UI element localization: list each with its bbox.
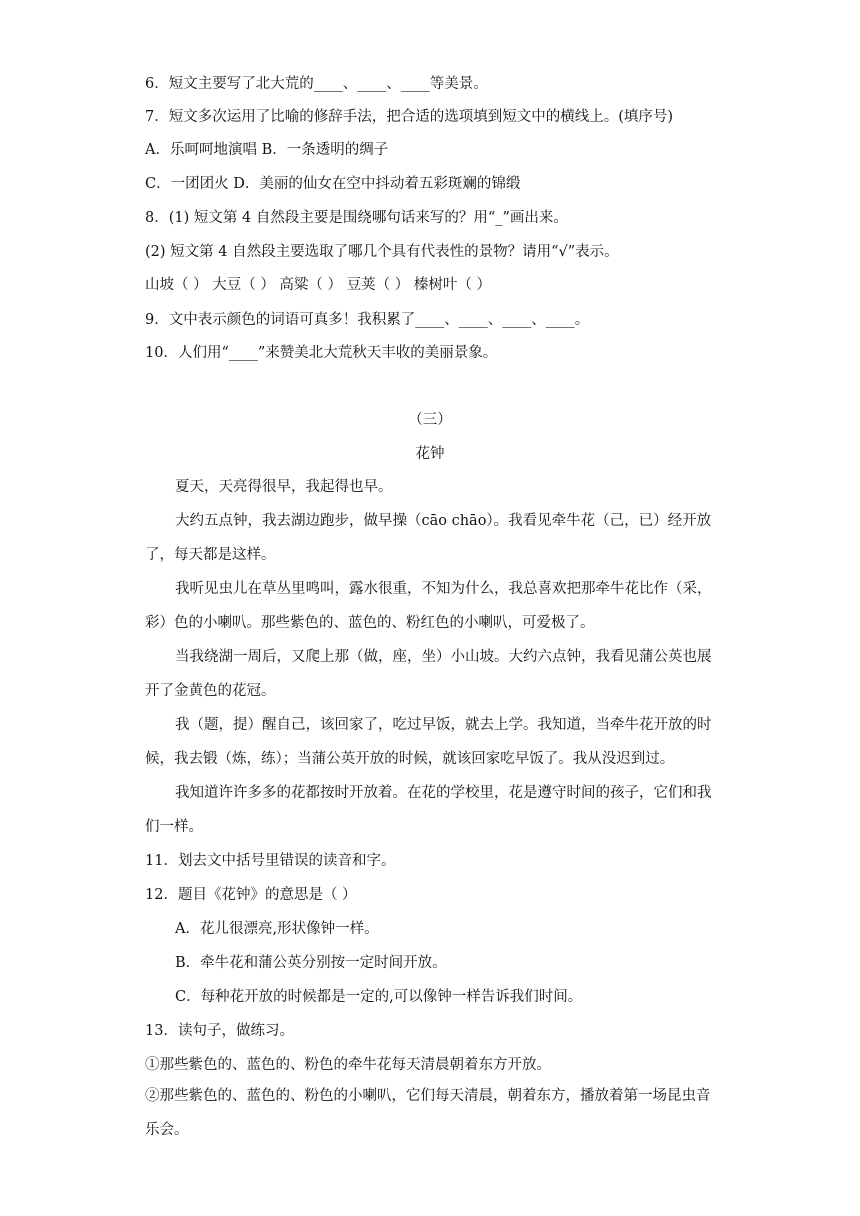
question-12-option-c: C．每种花开放的时候都是一定的,可以像钟一样告诉我们时间。 bbox=[175, 989, 583, 1005]
section-number: （三） bbox=[408, 412, 452, 428]
passage-title: 花钟 bbox=[415, 446, 445, 462]
passage-paragraph-6: 我知道许许多多的花都按时开放着。在花的学校里，花是遵守时间的孩子，它们和我们一样。 bbox=[145, 785, 712, 835]
question-11: 11．划去文中括号里错误的读音和字。 bbox=[145, 853, 396, 869]
question-8-options: 山坡（ ） 大豆（ ） 高粱（ ） 豆荚（ ） 榛树叶（ ） bbox=[145, 277, 491, 293]
question-13: 13．读句子，做练习。 bbox=[145, 1023, 294, 1039]
passage-paragraph-5: 我（题，提）醒自己，该回家了，吃过早饭，就去上学。我知道，当牵牛花开放的时候，我去锻（炼，练）；当蒲公英开放的时候，就该回家吃早饭了。我从没迟到过。 bbox=[145, 717, 712, 767]
passage-paragraph-4: 当我绕湖一周后，又爬上那（做，座，坐）小山坡。大约六点钟，我看见蒲公英也展开了金黄色的花冠。 bbox=[145, 649, 712, 699]
question-8-part-2: (2) 短文第 4 自然段主要选取了哪几个具有代表性的景物？请用“√”表示。 bbox=[145, 244, 619, 260]
passage-paragraph-2: 大约五点钟，我去湖边跑步，做早操（cāo chāo）。我看见牵牛花（己，已）经开放了，每天都是这样。 bbox=[145, 513, 712, 563]
question-9: 9．文中表示颜色的词语可真多！我积累了____、____、____、____。 bbox=[145, 312, 590, 328]
question-13-sentence-2: ②那些紫色的、蓝色的、粉色的小喇叭，它们每天清晨，朝着东方，播放着第一场昆虫音乐会。 bbox=[145, 1088, 711, 1138]
question-7-options-ab: A．乐呵呵地演唱 B．一条透明的绸子 bbox=[145, 142, 389, 158]
passage-paragraph-3: 我听见虫儿在草丛里鸣叫，露水很重，不知为什么，我总喜欢把那牵牛花比作（采，彩）色的小喇叭。那些紫色的、蓝色的、粉红色的小喇叭，可爱极了。 bbox=[145, 581, 712, 631]
question-6: 6．短文主要写了北大荒的____、____、____等美景。 bbox=[145, 76, 488, 92]
question-12: 12．题目《花钟》的意思是（ ） bbox=[145, 887, 357, 903]
question-12-option-a: A．花儿很漂亮,形状像钟一样。 bbox=[175, 921, 379, 937]
question-13-sentence-1: ①那些紫色的、蓝色的、粉色的牵牛花每天清晨朝着东方开放。 bbox=[145, 1057, 551, 1073]
question-7-options-cd: C．一团团火 D．美丽的仙女在空中抖动着五彩斑斓的锦缎 bbox=[145, 176, 521, 192]
question-12-option-b: B．牵牛花和蒲公英分别按一定时间开放。 bbox=[175, 955, 447, 971]
question-10: 10．人们用“____”来赞美北大荒秋天丰收的美丽景象。 bbox=[145, 345, 498, 361]
question-7: 7．短文多次运用了比喻的修辞手法，把合适的选项填到短文中的横线上。(填序号) bbox=[145, 109, 674, 125]
question-8-part-1: 8．(1) 短文第 4 自然段主要是围绕哪句话来写的？用“_”画出来。 bbox=[145, 210, 568, 226]
passage-paragraph-1: 夏天，天亮得很早，我起得也早。 bbox=[175, 479, 393, 495]
